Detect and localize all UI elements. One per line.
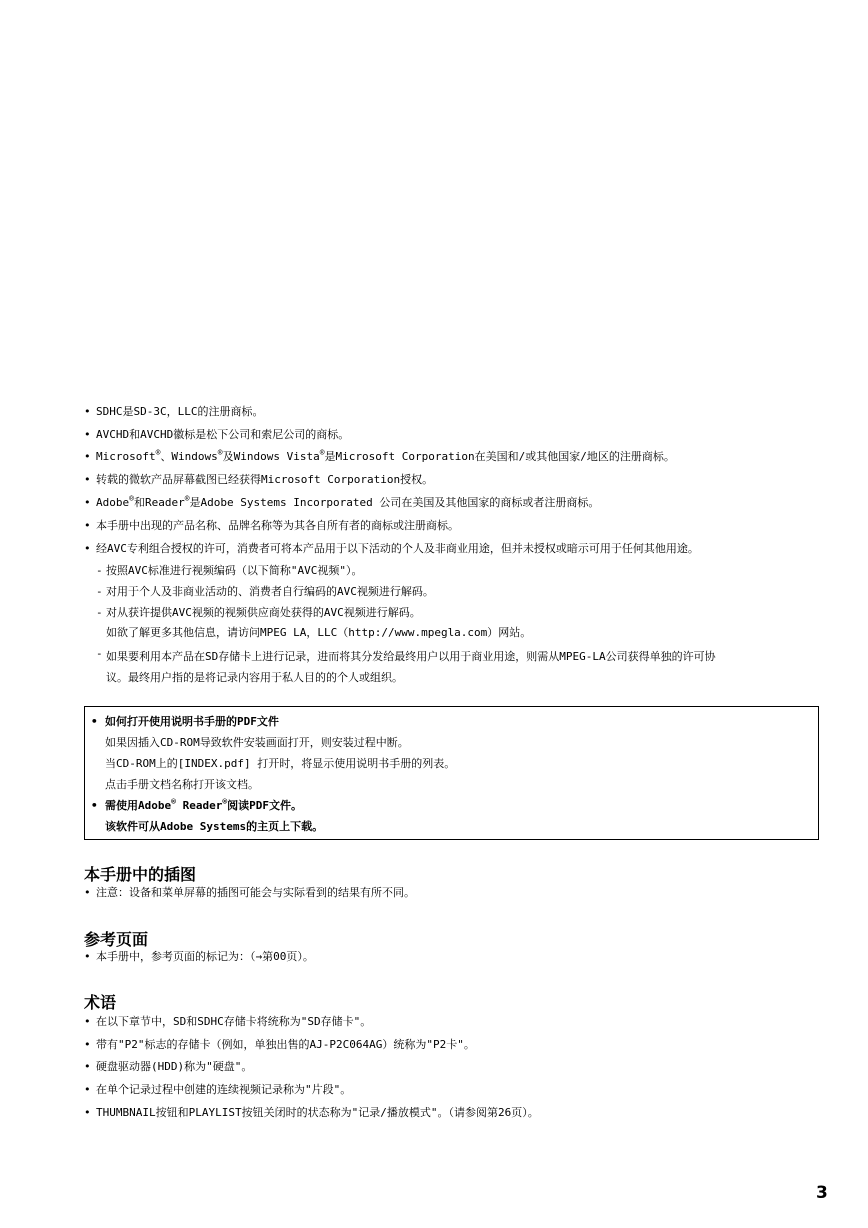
more-info-text (84, 623, 824, 643)
bullet: • (84, 404, 91, 418)
sub-list-item (84, 560, 824, 581)
pdf-instructions-box (84, 706, 819, 840)
bullet: • (84, 949, 91, 963)
registered-mark: ® (155, 448, 161, 458)
registered-mark: ® (319, 448, 325, 458)
bullet: • (91, 715, 98, 728)
list-item (84, 1010, 824, 1033)
text-fragment: Adobe (96, 496, 130, 510)
section-reference-pages (84, 945, 824, 968)
adobe-requirement (105, 798, 302, 813)
list-item (84, 491, 824, 514)
list-item (84, 468, 824, 491)
text-fragment: 是Adobe Systems Incorporated 公司在美国及其他国家的商标或者注册商标。 (189, 496, 600, 510)
registered-mark: ® (184, 494, 190, 504)
registered-mark: ® (129, 494, 134, 504)
bullet: • (84, 1037, 91, 1051)
bullet: • (91, 799, 98, 812)
list-item-text: 本手册中，参考页面的标记为：（→第00页）。 (96, 949, 314, 963)
box-line: 如果因插入CD-ROM导致软件安装画面打开，则安装过程中断。 (105, 736, 409, 749)
bullet: • (84, 496, 91, 510)
trademark-text (96, 449, 675, 464)
bullet: • (84, 427, 91, 441)
text-fragment: 及Windows Vista (222, 450, 320, 464)
list-item (84, 537, 824, 560)
sub-item-text: 按照AVC标准进行视频编码（以下简称"AVC视频"）。 (106, 563, 363, 577)
list-item (84, 446, 824, 469)
list-item (84, 1033, 824, 1056)
dash-marker: - (96, 605, 103, 619)
trademark-notices (84, 400, 824, 688)
bullet: • (84, 1060, 91, 1074)
list-item (84, 945, 824, 968)
section-heading-terminology: 术语 (84, 993, 117, 1012)
section-terminology (84, 1010, 824, 1124)
text-fragment: Microsoft (96, 450, 156, 464)
bullet: • (84, 885, 91, 899)
sub-item-text: 对从获许提供AVC视频的视频供应商处获得的AVC视频进行解码。 (106, 605, 421, 619)
registered-mark: ® (171, 797, 176, 806)
sub-item-text: 对用于个人及非商业活动的、消费者自行编码的AVC视频进行解码。 (106, 584, 434, 598)
list-item (84, 1078, 824, 1101)
list-item (84, 423, 824, 446)
bullet: • (84, 518, 91, 532)
bullet: • (84, 450, 91, 464)
list-item-text: 在单个记录过程中创建的连续视频记录称为"片段"。 (96, 1083, 352, 1097)
box-title: 如何打开使用说明书手册的PDF文件 (105, 715, 279, 728)
list-item (84, 1101, 824, 1124)
text-fragment: Reader (175, 799, 223, 812)
sub-list-item (84, 602, 824, 623)
list-item (84, 1056, 824, 1079)
bullet: • (84, 1083, 91, 1097)
trademark-text: 经AVC专利组合授权的许可，消费者可将本产品用于以下活动的个人及非商业用途，但并未授权或暗示可用于任何其他用途。 (96, 541, 699, 555)
trademark-text: 转载的微软产品屏幕截图已经获得Microsoft Corporation授权。 (96, 473, 434, 487)
text-fragment: 和Reader (133, 496, 185, 510)
list-item (84, 881, 824, 904)
list-item (84, 400, 824, 423)
list-item-text: 硬盘驱动器(HDD)称为"硬盘"。 (96, 1060, 253, 1074)
list-item (84, 514, 824, 537)
more-info-label: 如欲了解更多其他信息，请访问MPEG LA，LLC（http://www.mpegla.com）网站。 (106, 626, 532, 640)
registered-mark: ® (217, 448, 223, 458)
trademark-text: 本手册中出现的产品名称、品牌名称等为其各自所有者的商标或注册商标。 (96, 518, 459, 532)
sub-item-text: 如果要利用本产品在SD存储卡上进行记录，进而将其分发给最终用户以用于商业用途，则需从MPEG-LA公司获得单独的许可协 (106, 649, 716, 663)
bullet: • (84, 1014, 91, 1028)
box-line: 当CD-ROM上的[INDEX.pdf] 打开时，将显示使用说明书手册的列表。 (105, 757, 456, 770)
text-fragment: 需使用Adobe (105, 799, 172, 812)
text-fragment: 、Windows (160, 450, 218, 464)
box-title-row (91, 711, 818, 732)
list-item-text: 在以下章节中，SD和SDHC存储卡将统称为"SD存储卡"。 (96, 1014, 372, 1028)
list-item-text: 注意：设备和菜单屏幕的插图可能会与实际看到的结果有所不同。 (96, 885, 415, 899)
trademark-text (96, 495, 599, 510)
page-number: 3 (816, 1183, 828, 1203)
sub-list-item (84, 643, 824, 688)
adobe-download-note: 该软件可从Adobe Systems的主页上下载。 (105, 820, 324, 833)
box-adobe-row (91, 795, 818, 816)
bullet: • (84, 541, 91, 555)
text-fragment: 阅读PDF文件。 (227, 799, 303, 812)
section-heading-reference-pages: 参考页面 (84, 930, 149, 949)
trademark-text: SDHC是SD-3C，LLC的注册商标。 (96, 404, 264, 418)
trademark-text: AVCHD和AVCHD徽标是松下公司和索尼公司的商标。 (96, 427, 350, 441)
box-line: 点击手册文档名称打开该文档。 (105, 778, 259, 791)
bullet: • (84, 1106, 91, 1120)
list-item-text: THUMBNAIL按钮和PLAYLIST按钮关闭时的状态称为"记录/播放模式"。（请参阅第26页）。 (96, 1106, 539, 1120)
section-illustrations (84, 881, 824, 904)
text-fragment: 是Microsoft Corporation在美国和/或其他国家/地区的注册商标。 (324, 450, 675, 464)
section-heading-illustrations: 本手册中的插图 (84, 865, 197, 884)
sub-item-text-continued: 议。最终用户指的是将记录内容用于私人目的的个人或组织。 (106, 670, 403, 684)
sub-list-item (84, 581, 824, 602)
dash-marker: - (96, 584, 103, 598)
dash-marker: - (96, 563, 103, 577)
dash-marker: - (96, 646, 103, 660)
list-item-text: 带有"P2"标志的存储卡（例如，单独出售的AJ-P2C064AG）统称为"P2卡"。 (96, 1037, 475, 1051)
bullet: • (84, 473, 91, 487)
registered-mark: ® (222, 797, 228, 806)
